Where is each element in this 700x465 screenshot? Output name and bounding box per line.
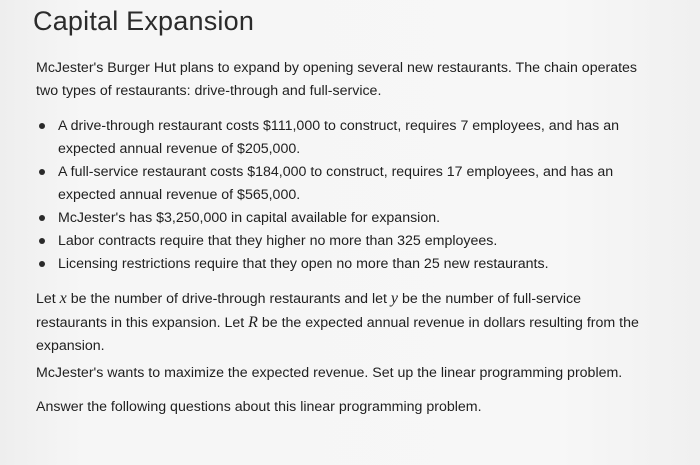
definition-text: Let — [36, 291, 60, 307]
bullet-icon — [39, 261, 45, 267]
variable-r: R — [248, 314, 258, 331]
definition-line-3: expansion. — [36, 338, 105, 354]
definition-text: be the number of drive-through restaurants and let — [66, 291, 391, 307]
list-item — [36, 161, 619, 207]
bullet-icon — [39, 238, 45, 244]
bullet-icon — [39, 123, 45, 129]
list-item — [36, 207, 619, 230]
list-item — [36, 253, 619, 276]
bullet-icon — [39, 215, 45, 221]
intro-paragraph — [36, 57, 637, 103]
list-item — [36, 230, 619, 253]
list-item-line-1: A drive-through restaurant costs $111,000 to construct, requires 7 employees, and has an — [58, 118, 619, 134]
list-item-line-2: expected annual revenue of $205,000. — [58, 141, 301, 157]
list-item-line-1: Labor contracts require that they higher no more than 325 employees. — [58, 233, 498, 249]
variable-x: x — [59, 290, 67, 307]
intro-line-2: two types of restaurants: drive-through and full-service. — [36, 83, 382, 99]
list-item-line-1: Licensing restrictions require that they open no more than 25 new restaurants. — [58, 256, 549, 272]
answer-prompt: Answer the following questions about this linear programming problem. — [36, 399, 482, 415]
variable-y: y — [390, 290, 399, 307]
definition-line-1 — [36, 287, 639, 311]
intro-line-1: McJester's Burger Hut plans to expand by opening several new restaurants. The chain operates — [36, 60, 638, 76]
definition-text: restaurants in this expansion. Let — [36, 315, 249, 331]
list-item-line-1: McJester's has $3,250,000 in capital available for expansion. — [58, 210, 441, 226]
objective-paragraph: McJester's wants to maximize the expected revenue. Set up the linear programming problem. — [36, 365, 623, 381]
definition-text: be the number of full-service — [398, 291, 581, 307]
variable-definitions — [36, 287, 639, 358]
definition-line-2 — [36, 311, 639, 335]
definition-text: be the expected annual revenue in dollars resulting from the — [257, 315, 639, 331]
list-item-line-1: A full-service restaurant costs $184,000 to construct, requires 17 employees, and has an — [58, 164, 614, 180]
list-item — [36, 115, 619, 161]
constraints-list — [36, 115, 619, 276]
page-title: Capital Expansion — [33, 6, 255, 36]
list-item-line-2: expected annual revenue of $565,000. — [58, 187, 301, 203]
bullet-icon — [39, 169, 45, 175]
